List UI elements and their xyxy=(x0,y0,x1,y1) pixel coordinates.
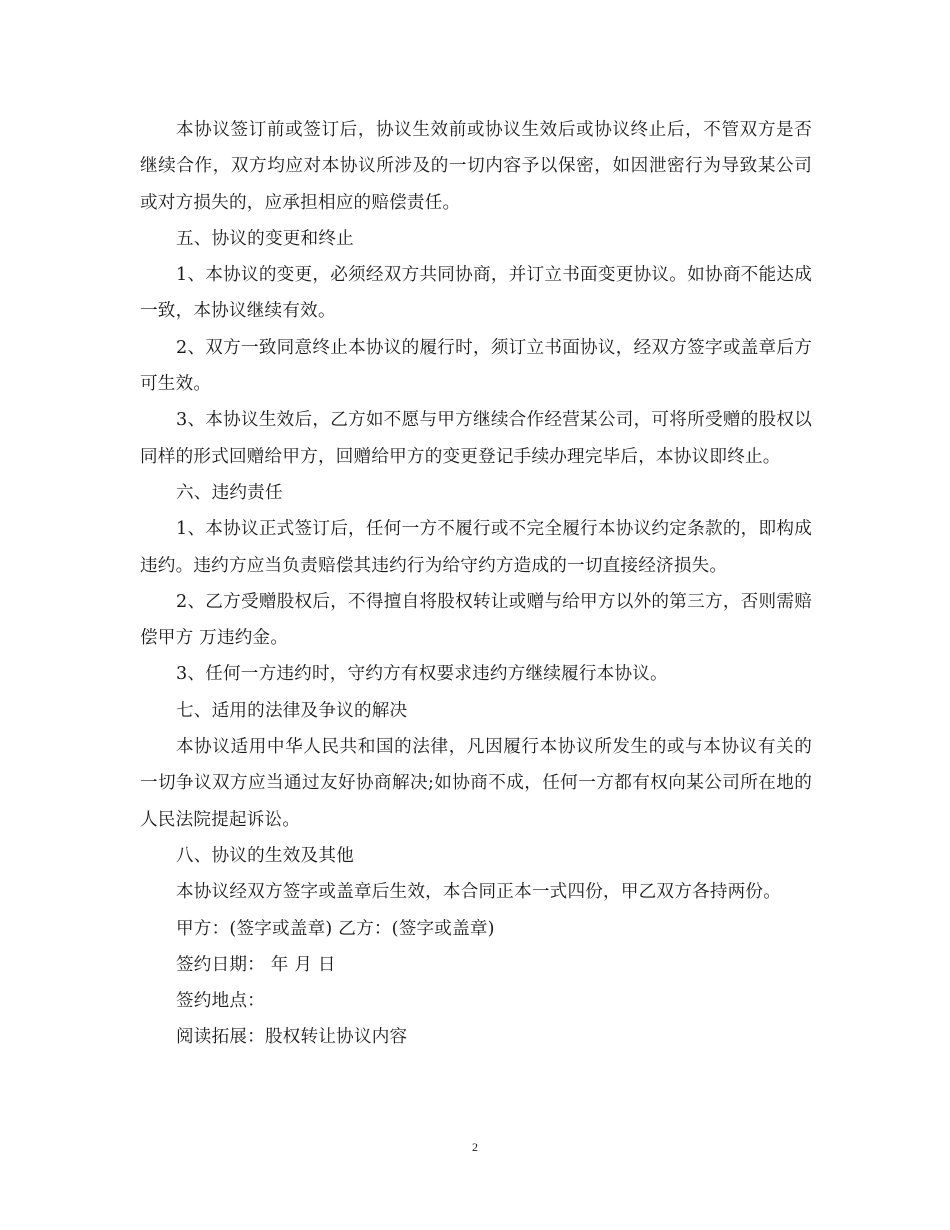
clause-5-2: 2、双方一致同意终止本协议的履行时，须订立书面协议，经双方签字或盖章后方可生效。 xyxy=(140,337,812,395)
clause-6-1: 1、本协议正式签订后，任何一方不履行或不完全履行本协议约定条款的，即构成违约。违约方应当负责赔偿其违约行为给守约方造成的一切直接经济损失。 xyxy=(140,519,812,576)
clause-5-1: 1、本协议的变更，必须经双方共同协商，并订立书面变更协议。如协商不能达成一致，本协议继续有效。 xyxy=(140,265,812,322)
clause-5-3: 3、本协议生效后，乙方如不愿与甲方继续合作经营某公司，可将所受赠的股权以同样的形式回赠给甲方，回赠给甲方的变更登记手续办理完毕后，本协议即终止。 xyxy=(140,410,812,467)
document-body xyxy=(140,112,812,1056)
further-reading-line: 阅读拓展：股权转让协议内容 xyxy=(176,1027,408,1048)
signature-line: 甲方：(签字或盖章) 乙方：(签字或盖章) xyxy=(176,918,495,939)
section-heading-5: 五、协议的变更和终止 xyxy=(176,228,354,249)
section-heading-8: 八、协议的生效及其他 xyxy=(176,845,354,866)
clause-6-2: 2、乙方受赠股权后，不得擅自将股权转让或赠与给甲方以外的第三方，否则需赔偿甲方 万违约金。 xyxy=(140,591,812,649)
clause-8-text: 本协议经双方签字或盖章后生效，本合同正本一式四份，甲乙双方各持两份。 xyxy=(176,882,781,903)
clause-7-text: 本协议适用中华人民共和国的法律，凡因履行本协议所发生的或与本协议有关的一切争议双方应当通过友好协商解决;如协商不成，任何一方都有权向某公司所在地的人民法院提起诉讼。 xyxy=(140,737,812,830)
signing-date-line: 签约日期： 年 月 日 xyxy=(176,954,336,975)
section-heading-6: 六、违约责任 xyxy=(176,482,283,503)
paragraph-confidentiality: 本协议签订前或签订后，协议生效前或协议生效后或协议终止后，不管双方是否继续合作，双方均应对本协议所涉及的一切内容予以保密，如因泄密行为导致某公司或对方损失的，应承担相应的赔偿责任。 xyxy=(140,120,812,213)
signing-place-line: 签约地点： xyxy=(176,991,265,1012)
section-heading-7: 七、适用的法律及争议的解决 xyxy=(176,700,408,721)
page-number: 2 xyxy=(472,1140,478,1154)
clause-6-3: 3、任何一方违约时，守约方有权要求违约方继续履行本协议。 xyxy=(176,664,668,685)
